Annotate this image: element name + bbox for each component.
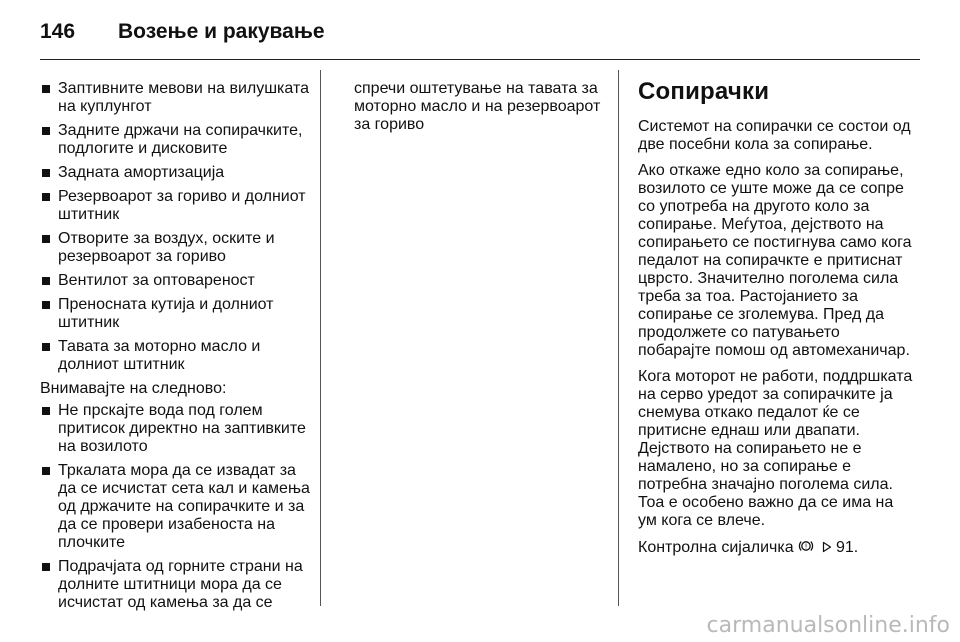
column-divider-2 bbox=[618, 70, 619, 606]
list-item: Заптивните мевови на вилушката на куплунгот bbox=[40, 80, 310, 116]
list-item: Отворите за воздух, оските и резервоарот за гориво bbox=[40, 230, 310, 266]
reference-text: Контролна сијаличка bbox=[638, 539, 794, 556]
page-header bbox=[40, 14, 325, 50]
column-2 bbox=[354, 80, 604, 134]
page-number: 146 bbox=[40, 20, 76, 43]
list-item: Не прскајте вода под голем притисок директно на заптивките на возилото bbox=[40, 402, 310, 456]
svg-text:!: ! bbox=[804, 542, 808, 551]
list-item: Подрачјата од горните страни на долните штитници мора да се исчистат од камења за да се bbox=[40, 558, 310, 612]
chapter-title: Возење и ракување bbox=[118, 20, 325, 43]
cleaning-areas-list bbox=[40, 80, 310, 374]
reference-page[interactable]: 91. bbox=[835, 539, 859, 556]
header-rule bbox=[40, 59, 920, 60]
list-item: Резервоарот за гориво и долниот штитник bbox=[40, 188, 310, 224]
column-3 bbox=[638, 80, 913, 565]
note-list bbox=[40, 402, 310, 612]
paragraph: Кога моторот не работи, поддршката на серво уредот за сопирачките ја снемува откако педалот ќе се притисне еднаш или двапати. Дејството на сопирањето не е намалено, но за сопирање е потребна значајно поголема сила. Тоа е особено важно да се има на ум кога се влече. bbox=[638, 368, 913, 529]
paragraph: Системот на сопирачки се состои од две посебни кола за сопирање. bbox=[638, 118, 911, 153]
column-1 bbox=[40, 80, 310, 618]
column-divider-1 bbox=[320, 70, 321, 606]
page-reference-arrow-icon bbox=[822, 540, 832, 552]
continued-text: спречи оштетување на тавата за моторно масло и на резервоарот за гориво bbox=[354, 80, 601, 133]
list-item: Тркалата мора да се извадат за да се исчистат сета кал и камења од држачите на сопирачките и за да се провери изабеноста на плочките bbox=[40, 462, 310, 552]
paragraph: Ако откаже едно коло за сопирање, возилото се уште може да се сопре со употреба на другото коло за сопирање. Меѓутоа, дејството на сопирањето се постигнува само кога педалот на сопирачкте е притиснат цврсто. Значително поголема сила треба за тоа. Растојанието за сопирање се зголемува. Пред да продолжете со патувањето побарајте помош од автомеханичар. bbox=[638, 162, 912, 359]
list-item: Задната амортизација bbox=[40, 164, 310, 182]
list-item: Вентилот за оптовареност bbox=[40, 272, 310, 290]
reference-line bbox=[638, 538, 913, 557]
section-title: Сопирачки bbox=[638, 78, 770, 105]
list-item: Задните држачи на сопирачките, подлогите и дисковите bbox=[40, 122, 310, 158]
list-item: Тавата за моторно масло и долниот штитник bbox=[40, 338, 310, 374]
note-label: Внимавајте на следново: bbox=[40, 380, 227, 397]
watermark: carmanualsonline.info bbox=[706, 613, 950, 638]
list-item: Преносната кутија и долниот штитник bbox=[40, 296, 310, 332]
brake-warning-icon bbox=[798, 538, 814, 554]
